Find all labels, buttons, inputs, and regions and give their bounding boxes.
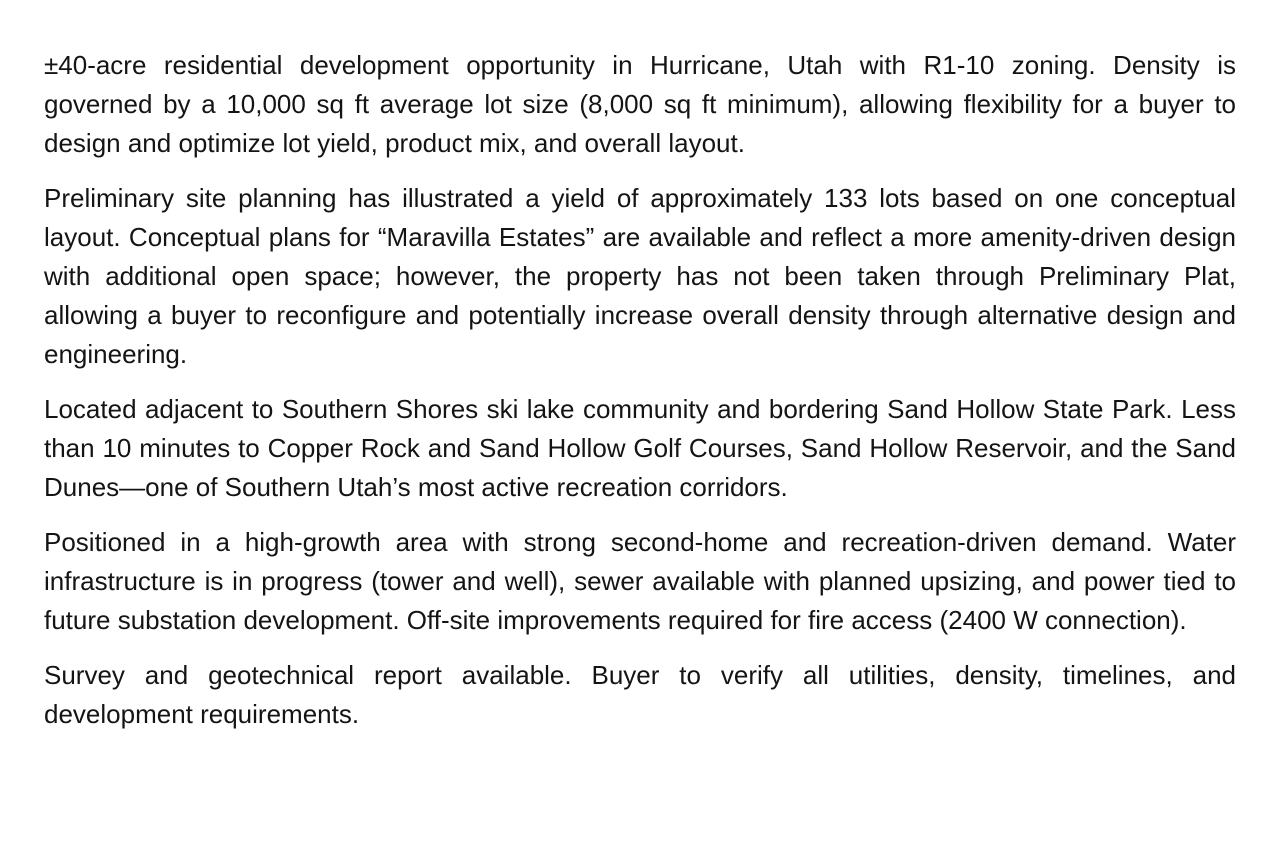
- description-paragraph-zoning: ±40-acre residential development opportunity in Hurricane, Utah with R1-10 zoning. Density is governed by a 10,000 sq ft average lot size (8,000 sq ft minimum), allowing flexibility for a buyer to design and optimize lot yield, product mix, and overall layout.: [44, 50, 1236, 158]
- description-paragraph-site-planning: Preliminary site planning has illustrated a yield of approximately 133 lots based on one conceptual layout. Conceptual plans for “Maravilla Estates” are available and reflect a more amenity-driven design with additional open space; however, the property has not been taken through Preliminary Plat, allowing a buyer to reconfigure and potentially increase overall density through alternative design and engineering.: [44, 183, 1236, 369]
- description-paragraph-location: Located adjacent to Southern Shores ski lake community and bordering Sand Hollow State Park. Less than 10 minutes to Copper Rock and Sand Hollow Golf Courses, Sand Hollow Reservoir, and the Sand Dunes—one of Southern Utah’s most active recreation corridors.: [44, 394, 1236, 502]
- description-paragraph-infrastructure: Positioned in a high-growth area with strong second-home and recreation-driven demand. Water infrastructure is in progress (tower and well), sewer available with planned upsizing, and power tied to future substation development. Off-site improvements required for fire access (2400 W connection).: [44, 527, 1236, 635]
- description-paragraph-disclaimer: Survey and geotechnical report available. Buyer to verify all utilities, density, timelines, and development requirements.: [44, 660, 1236, 729]
